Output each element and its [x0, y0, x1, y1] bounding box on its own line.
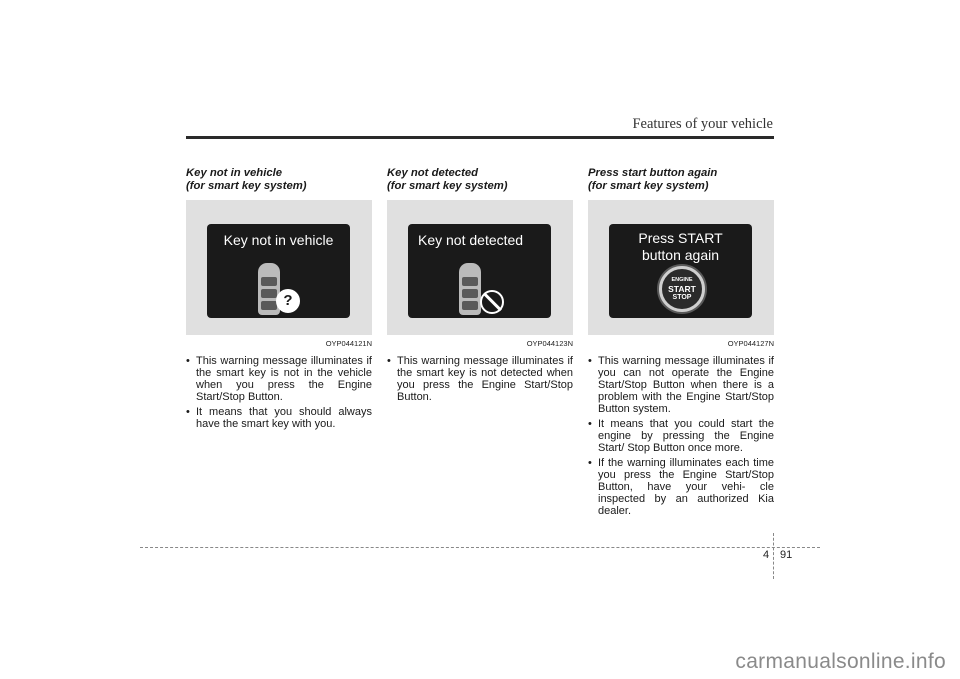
display-message: Key not detected: [418, 232, 524, 248]
figure-code: OYP044127N: [727, 339, 774, 348]
cluster-display: [207, 224, 350, 318]
figure-key-not-detected: [387, 200, 573, 335]
section-title: Press start button again (for smart key system): [588, 167, 718, 192]
engine-start-stop-button-icon: [659, 266, 705, 312]
page-number: 91: [780, 549, 793, 561]
question-mark-icon: ?: [276, 289, 300, 313]
display-message: Press START button again: [638, 230, 723, 263]
button-label-stop: STOP: [672, 294, 692, 301]
figure-code: OYP044121N: [325, 339, 372, 348]
section-title: Key not in vehicle (for smart key system): [186, 167, 307, 192]
section-title: Key not detected (for smart key system): [387, 167, 508, 192]
bullet-list: [186, 355, 372, 430]
figure-key-not-in-vehicle: [186, 200, 372, 335]
prohibited-icon: [480, 290, 504, 314]
section-number: 4: [763, 549, 770, 561]
key-fob-icon: [258, 263, 280, 315]
section-key-not-in-vehicle: [186, 167, 372, 433]
bullet-item: • This warning message illuminates if the smart key is not detected when you press the Engine Start/Stop Button.: [387, 355, 573, 403]
header-rule: [186, 136, 774, 139]
footer-rule: [140, 547, 820, 548]
figure-code: OYP044123N: [526, 339, 573, 348]
display-message: Key not in vehicle: [223, 232, 334, 248]
bullet-list: [588, 355, 774, 517]
page-header-title: Features of your vehicle: [632, 116, 773, 132]
button-label-start: START: [668, 284, 696, 294]
cluster-display: [408, 224, 551, 318]
bullet-item: • This warning message illuminates if you can not operate the Engine Start/Stop Button when there is a problem with the Engine Start/Stop Button system.: [588, 355, 774, 415]
bullet-item: • It means that you should always have the smart key with you.: [186, 406, 372, 430]
button-label-engine: ENGINE: [671, 277, 693, 283]
bullet-list: [387, 355, 573, 403]
bullet-item: • This warning message illuminates if the smart key is not in the vehicle when you press the Engine Start/Stop Button.: [186, 355, 372, 403]
bullet-item: • If the warning illuminates each time you press the Engine Start/Stop Button, have your vehi- cle inspected by an authorized Kia dealer.: [588, 457, 774, 517]
cluster-display: [609, 224, 752, 318]
bullet-item: • It means that you could start the engine by pressing the Engine Start/ Stop Button once more.: [588, 418, 774, 454]
section-key-not-detected: [387, 167, 573, 406]
figure-press-start-again: [588, 200, 774, 335]
section-press-start-again: [588, 167, 774, 520]
key-fob-icon: [459, 263, 481, 315]
watermark: carmanualsonline.info: [735, 650, 946, 673]
page-number-divider: [773, 533, 774, 579]
